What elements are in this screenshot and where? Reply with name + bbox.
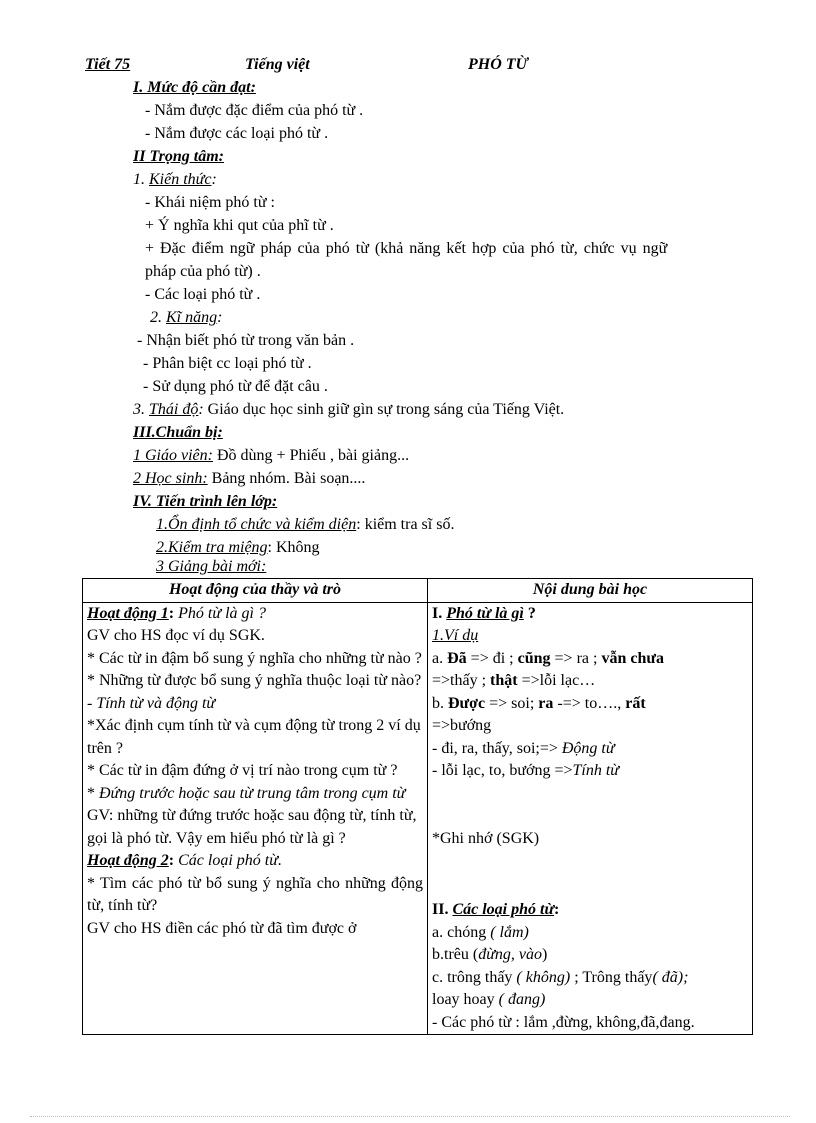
content-cell: [428, 602, 753, 1035]
step1-label: 1.Ổn định tổ chức và kiểm diện: [156, 516, 357, 533]
knowledge-item-5: - Các loại phó từ .: [145, 286, 261, 303]
left-line-5: *Xác định cụm tính từ và cụm động từ trong 2 ví dụ trên ?: [87, 717, 421, 757]
teacher-label: 1 Giáo viên:: [133, 447, 213, 464]
activities-cell: Hoạt động 1: Phó từ là gì ? GV cho HS đọc ví dụ SGK. * Các từ in đậm bổ sung ý nghĩa cho những từ nào ? * Những từ được bổ sung ý nghĩa thuộc loại từ nào? - Tính từ và động từ *Xác định cụm tính từ và cụm động từ trong 2 ví dụ trên ? * Các từ in đậm đứng ở vị trí nào trong cụm từ ? * Đứng trước hoặc sau từ trung tâm trong cụm từ GV: những từ đứng trước hoặc sau động từ, tính từ, gọi là phó từ. Vậy em hiểu phó từ là gì ? Hoạt động 2: Các loại phó từ. * Tìm các phó từ bổ sung ý nghĩa cho những động từ, tính từ? GV cho HS điền các phó từ đã tìm được ở: [83, 602, 428, 1035]
lesson-table: [82, 578, 753, 1035]
left-line-6: * Các từ in đậm đứng ở vị trí nào trong cụm từ ?: [87, 762, 398, 779]
activity1-title: Phó từ là gì ?: [178, 604, 266, 622]
knowledge-item-3: + Đặc điểm ngữ pháp của phó từ (khả năng kết hợp của phó từ, chức vụ ngữ: [145, 240, 668, 257]
step3-label: 3 Giảng bài mới:: [156, 558, 267, 575]
section1-item-2: - Nắm được các loại phó từ .: [145, 125, 329, 142]
attitude-line: 3. Thái độ: Giáo dục học sinh giữ gìn sự trong sáng của Tiếng Việt.: [133, 401, 565, 418]
section4-heading: IV. Tiến trình lên lớp:: [133, 493, 278, 510]
section1-heading: I. Mức độ cần đạt:: [133, 79, 256, 96]
left-line-9: * Tìm các phó từ bổ sung ý nghĩa cho những động từ, tính từ?: [87, 874, 423, 914]
content-s2-prefix: II.: [432, 901, 453, 918]
content-s2-suffix: :: [554, 901, 560, 918]
teacher-line: [133, 446, 409, 466]
step2-line: 2.Kiểm tra miệng: Không: [156, 539, 320, 556]
student-text: Bảng nhóm. Bài soạn....: [211, 470, 366, 487]
step1-line: 1.Ổn định tổ chức và kiểm diện: kiểm tra sĩ số.: [156, 516, 455, 533]
left-line-1: GV cho HS đọc ví dụ SGK.: [87, 627, 265, 644]
knowledge-heading: 1. Kiến thức:: [133, 171, 217, 188]
content-s1-title: Phó từ là gì: [446, 604, 524, 622]
left-line-7a: *: [87, 784, 99, 802]
attitude-prefix: 3.: [133, 401, 145, 418]
attitude-label: Thái độ: [149, 401, 199, 418]
lesson-subject: Tiếng việt: [245, 56, 310, 73]
teacher-text: Đồ dùng + Phiếu , bài giảng...: [216, 447, 410, 464]
example-a: a. Đã => đi ; cũng => ra ; vẫn chưa: [432, 649, 664, 667]
table-header-row: [83, 579, 753, 603]
content-s1-prefix: I.: [432, 604, 447, 622]
left-line-8: GV: những từ đứng trước hoặc sau động từ, tính từ, gọi là phó từ. Vậy em hiểu phó từ là gì ?: [87, 807, 417, 847]
activity1-label: Hoạt động 1: [87, 604, 169, 622]
adjectives-line: - lỗi lạc, to, bướng =>Tính từ: [432, 762, 620, 779]
lesson-title: PHÓ TỪ: [468, 56, 528, 73]
skills-heading: 2. Kĩ năng:: [150, 309, 223, 326]
step2-text: Không: [276, 539, 320, 556]
left-line-3: * Những từ được bổ sung ý nghĩa thuộc loại từ nào?: [87, 672, 422, 689]
skills-item-1: - Nhận biết phó từ trong văn bản .: [137, 332, 355, 349]
example-b: b. Được => soi; ra -=> to…., rất: [432, 694, 646, 712]
types-d: loay hoay ( đang): [432, 991, 546, 1008]
student-label: 2 Học sinh:: [133, 470, 208, 487]
left-line-2: * Các từ in đậm bổ sung ý nghĩa cho những từ nào ?: [87, 649, 422, 667]
knowledge-prefix: 1.: [133, 171, 145, 188]
content-s2-title: Các loại phó từ: [452, 901, 555, 918]
knowledge-item-4: pháp của phó từ) .: [145, 263, 261, 280]
col-content-header: Nội dung bài học: [428, 579, 753, 603]
activity2-label: Hoạt động 2: [87, 852, 169, 869]
table-row: [83, 602, 753, 1035]
skills-prefix: 2.: [150, 309, 162, 326]
section3-heading: III.Chuẩn bị:: [133, 424, 223, 441]
example-a-cont: =>thấy ; thật =>lỗi lạc…: [432, 672, 596, 689]
step1-text: kiểm tra sĩ số.: [364, 516, 455, 533]
student-line: [133, 469, 365, 489]
col-activities-header: Hoạt động của thầy và trò: [83, 579, 428, 603]
skills-label: Kĩ năng: [166, 309, 218, 326]
attitude-text: Giáo dục học sinh giữ gìn sự trong sáng của Tiếng Việt.: [207, 401, 565, 418]
skills-item-2: - Phân biệt cc loại phó từ .: [143, 355, 312, 372]
types-c: c. trông thấy ( không) ; Trông thấy( đã);: [432, 968, 689, 986]
step2-label: 2.Kiểm tra miệng: [156, 539, 268, 556]
types-b: b.trêu (đừng, vào): [432, 946, 548, 963]
page-footer-divider: [30, 1116, 790, 1117]
skills-item-3: - Sử dụng phó từ để đặt câu .: [143, 378, 328, 395]
knowledge-item-2: + Ý nghĩa khi qut của phĩ từ .: [145, 217, 334, 234]
knowledge-item-1: - Khái niệm phó từ :: [145, 194, 275, 211]
verbs-line: - đi, ra, thấy, soi;=> Động từ: [432, 739, 615, 757]
left-line-4: - Tính từ và động từ: [87, 694, 216, 712]
example-b-cont: =>bướng: [432, 717, 492, 734]
left-line-10: GV cho HS điền các phó từ đã tìm được ở: [87, 919, 357, 937]
section2-heading: II Trọng tâm:: [133, 148, 224, 165]
example-label: 1.Ví dụ: [432, 627, 479, 644]
types-summary: - Các phó từ : lắm ,đừng, không,đã,đang.: [432, 1013, 695, 1031]
activity2-title: Các loại phó từ.: [178, 852, 282, 869]
knowledge-label: Kiến thức: [149, 171, 212, 188]
content-s1-suffix: ?: [523, 604, 536, 622]
section1-item-1: - Nắm được đặc điểm của phó từ .: [145, 102, 364, 119]
types-a: a. chóng ( lắm): [432, 923, 529, 941]
left-line-7b: Đứng trước hoặc sau từ trung tâm trong cụm từ: [99, 784, 406, 802]
memo-note: *Ghi nhớ (SGK): [432, 829, 540, 847]
lesson-period: Tiết 75: [85, 56, 131, 73]
